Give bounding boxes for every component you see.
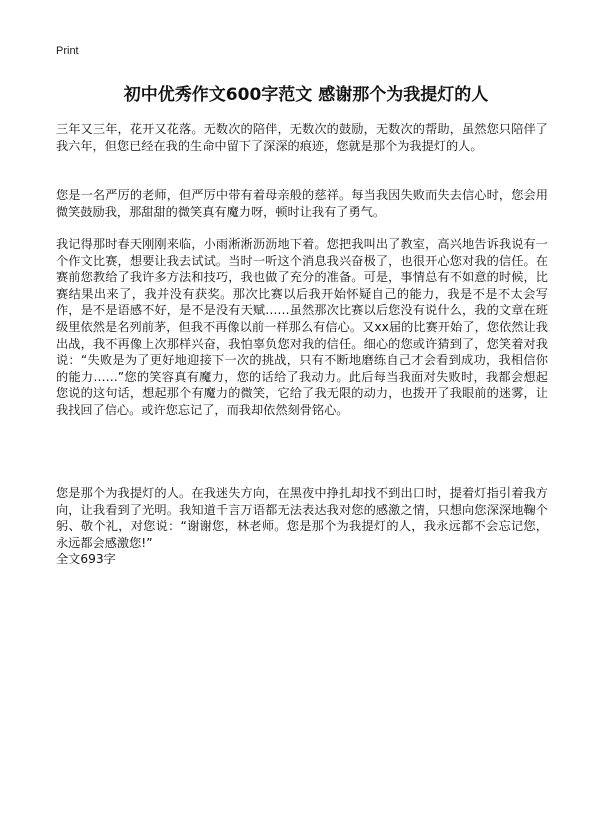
article-paragraph: 您是一名严厉的老师，但严厉中带有着母亲般的慈祥。每当我因失败而失去信心时，您会用微笑鼓励我，那甜甜的微笑真有魔力呀，顿时让我有了勇气。: [56, 188, 548, 219]
print-link[interactable]: Print: [56, 45, 79, 57]
article-paragraph: 您是那个为我提灯的人。在我迷失方向，在黑夜中挣扎却找不到出口时，提着灯指引着我方向，让我看到了光明。我知道千言万语都无法表达我对您的感激之情，只想向您深深地鞠个躬、敬个礼，对您说：“谢谢您，林老师。您是那个为我提灯的人，我永远都不会忘记您，永远都会感激您!”: [56, 486, 548, 550]
article-paragraph: 三年又三年，花开又花落。无数次的陪伴，无数次的鼓励，无数次的帮助，虽然您只陪伴了我六年，但您已经在我的生命中留下了深深的痕迹，您就是那个为我提灯的人。: [56, 122, 548, 153]
article-title: 初中优秀作文600字范文 感谢那个为我提灯的人: [123, 85, 489, 105]
article-paragraph: 我记得那时春天刚刚来临，小雨淅淅沥沥地下着。您把我叫出了教室，高兴地告诉我说有一个作文比赛，想要让我去试试。当时一听这个消息我兴奋极了，也很开心您对我的信任。在赛前您教给了我许多方法和技巧，我也做了充分的准备。可是，事情总有不如意的时候，比赛结果出来了，我并没有获奖。那次比赛以后我开始怀疑自己的能力，我是不是不太会写作，是不是语感不好，是不是没有天赋……虽然那次比赛以后您没有说什么，我的文章在班级里依然是名列前茅，但我不再像以前一样那么有信心。又xx届的比赛开始了，您依然让我出战，我不再像上次那样兴奋，我怕辜负您对我的信任。细心的您或许猜到了，您笑着对我说：“失败是为了更好地迎接下一次的挑战，只有不断地磨练自己才会看到成功，我相信你的能力……”您的笑容真有魔力，您的话给了我动力。此后每当我面对失败时，我都会想起您说的这句话，想起那个有魔力的微笑，它给了我无限的动力，也拨开了我眼前的迷雾，让我找回了信心。或许您忘记了，而我却依然刻骨铭心。: [56, 237, 548, 417]
word-count: 全文693字: [56, 552, 116, 566]
